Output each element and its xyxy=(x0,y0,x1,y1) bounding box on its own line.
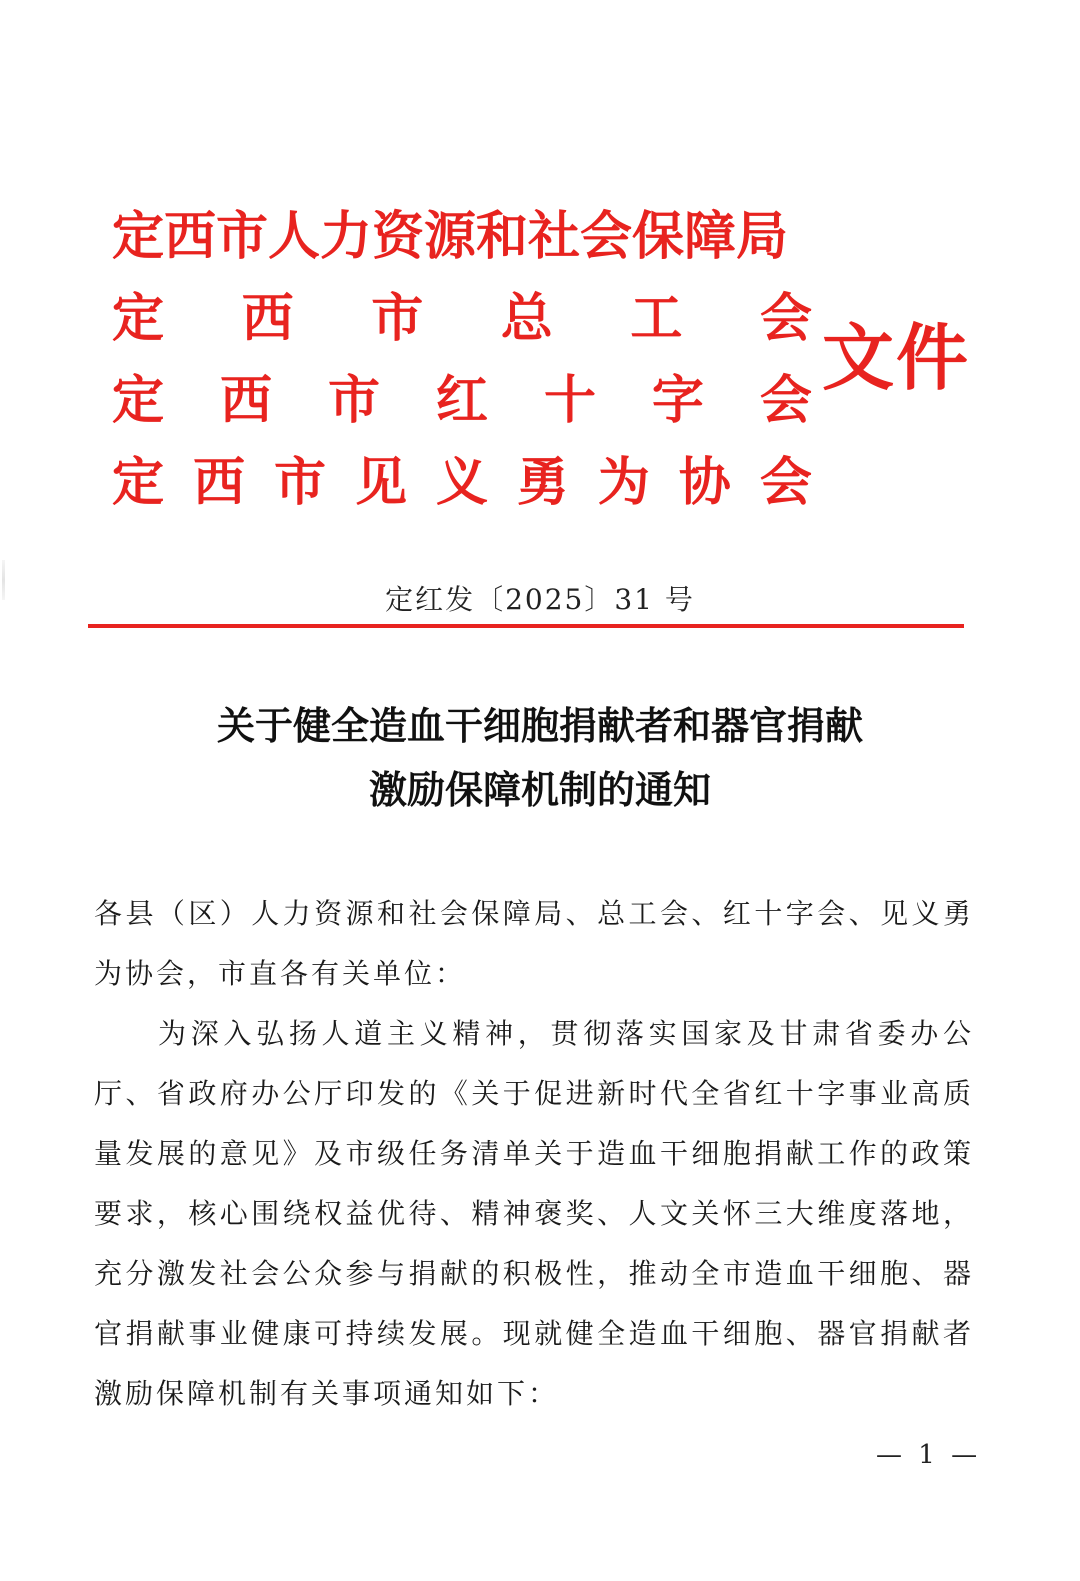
issuer-char: 红 xyxy=(435,370,488,431)
issuer-text: 定西市人力资源和社会保障局 xyxy=(112,206,789,267)
issuer-char: 定 xyxy=(112,370,165,431)
document-label: 文件 xyxy=(822,315,971,400)
issuer-line-3 xyxy=(112,360,812,442)
issuer-char: 工 xyxy=(630,288,683,349)
issuer-char: 字 xyxy=(651,370,704,431)
issuer-char: 市 xyxy=(273,452,326,513)
body-paragraph-1: 为深入弘扬人道主义精神，贯彻落实国家及甘肃省委办公厅、省政府办公厅印发的《关于促进新时代全省红十字事业高质量发展的意见》及市级任务清单关于造血干细胞捐献工作的政策要求，核心围绕权益优待、精神褒奖、人文关怀三大维度落地，充分激发社会公众参与捐献的积极性，推动全市造血干细胞、器官捐献事业健康可持续发展。现就健全造血干细胞、器官捐献者激励保障机制有关事项通知如下： xyxy=(94,1017,974,1410)
issuer-char: 市 xyxy=(371,288,424,349)
issuer-char: 为 xyxy=(597,452,650,513)
issuer-char: 会 xyxy=(759,452,812,513)
issuer-char: 西 xyxy=(219,370,272,431)
red-divider-line xyxy=(88,624,964,628)
issuer-line-1 xyxy=(112,196,812,278)
issuer-char: 十 xyxy=(543,370,596,431)
issuer-line-4 xyxy=(112,442,812,524)
page-number: — 1 — xyxy=(876,1440,982,1470)
issuer-char: 西 xyxy=(192,452,245,513)
issuer-char: 总 xyxy=(500,288,553,349)
document-title xyxy=(0,694,1080,822)
issuer-char: 协 xyxy=(678,452,731,513)
title-line-2: 激励保障机制的通知 xyxy=(368,767,711,812)
salutation: 各县（区）人力资源和社会保障局、总工会、红十字会、见义勇为协会，市直各有关单位： xyxy=(94,897,974,990)
issuing-organizations xyxy=(112,196,812,524)
issuer-char: 义 xyxy=(435,452,488,513)
title-line-1: 关于健全造血干细胞捐献者和器官捐献 xyxy=(216,703,863,748)
issuer-char: 西 xyxy=(241,288,294,349)
document-body xyxy=(94,884,974,1424)
document-number: 定红发〔2025〕31 号 xyxy=(385,583,695,616)
issuer-char: 会 xyxy=(759,288,812,349)
issuer-line-2 xyxy=(112,278,812,360)
issuer-char: 会 xyxy=(759,370,812,431)
issuer-char: 定 xyxy=(112,452,165,513)
issuer-char: 定 xyxy=(112,288,165,349)
issuer-char: 见 xyxy=(354,452,407,513)
issuer-char: 勇 xyxy=(516,452,569,513)
issuer-char: 市 xyxy=(327,370,380,431)
